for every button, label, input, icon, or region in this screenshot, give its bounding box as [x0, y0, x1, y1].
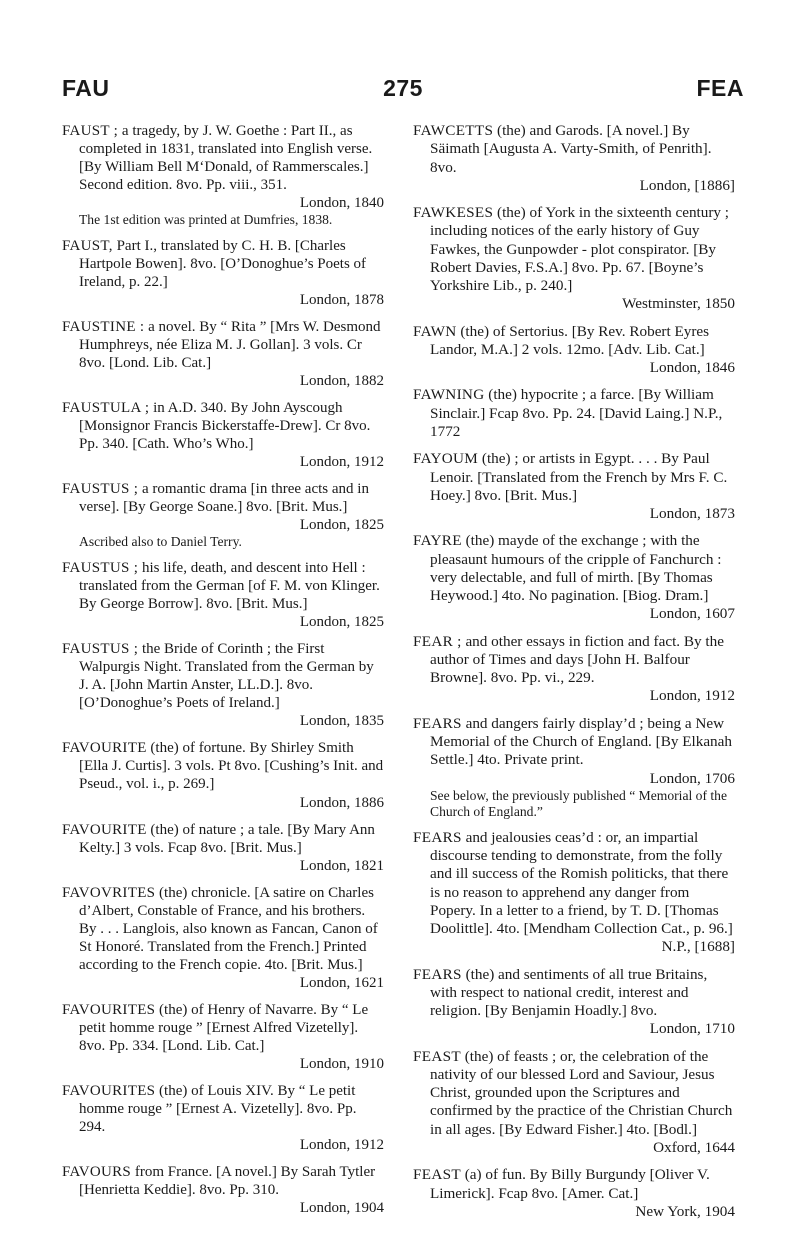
entry-description: (the) of nature ; a tale. [By Mary Ann Kelty.] 3 vols. Fcap 8vo. [Brit. Mus.] [79, 821, 375, 856]
entry-headword: FAUSTINE : [62, 319, 145, 336]
catalogue-entry [62, 884, 384, 992]
entry-imprint: London, 1825 [299, 614, 384, 631]
catalogue-entry [413, 966, 735, 1039]
entry-imprint: London, 1621 [299, 974, 384, 991]
entry-description: (the) of feasts ; or, the celebration of the nativity of our blessed Lord and Saviour, Jesus Christ, grounded upon the Scriptures and confirmed by the practice of the Christian Church in all ages. [By Edward Fisher.] 4to. [Bodl.] [430, 1047, 733, 1138]
entry-description: and other essays in fiction and fact. By the author of Times and days [John H. Balfour Browne]. 8vo. Pp. vi., 229. [430, 632, 724, 687]
entry-headword: FAUST ; [62, 123, 119, 139]
catalogue-entry [62, 559, 384, 631]
entry-description: his life, death, and descent into Hell : translated from the German [of F. M. von Klinger. By George Borrow]. 8vo. [Brit. Mus.] [79, 560, 380, 613]
entry-headword: FEAR ; [413, 632, 462, 650]
entry-headword: FEAST [413, 1047, 461, 1065]
entry-description: (the) chronicle. [A satire on Charles d’Albert, Constable of France, and his brothers. By . . . Langlois, also known as Fancan, Canon of St Honoré. Translated from the French.] Printed according to the French copie. 4to. [Brit. Mus.] [79, 884, 378, 973]
entry-imprint: London, 1846 [649, 359, 735, 377]
catalogue-entry [413, 386, 735, 441]
catalogue-entry [413, 1048, 735, 1158]
catalogue-entry [62, 237, 384, 309]
entry-headword: FAWNING [413, 386, 485, 404]
entry-description: (the) and Garods. [A novel.] By Säimath [Augusta A. Varty-Smith, of Penrith]. 8vo. [430, 122, 712, 176]
catalogue-entry [62, 480, 384, 550]
entry-headword: FAWN [413, 322, 457, 340]
entry-headword: FAUSTUS ; [62, 641, 139, 658]
entry-imprint: London, 1912 [299, 454, 384, 471]
entry-headword: FAYRE [413, 532, 462, 550]
entry-description: and jealousies ceas’d : or, an impartial discourse tending to demonstrate, from the folly and ill success of the Romish politicks, that there is no reason to apprehend any danger from Popery. In a letter to a friend, by T. D. [Thomas Doolittle]. 4to. [Mendham Collection Cat., p. 96.] [430, 828, 733, 938]
entry-imprint: London, 1835 [299, 713, 384, 730]
entry-headword: FAVOURITES [62, 1082, 156, 1099]
entry-headword: FAVOURITES [62, 1001, 156, 1018]
catalogue-entry [62, 318, 384, 390]
left-column [62, 122, 384, 1226]
catalogue-entry [62, 1082, 384, 1154]
page-number: 275 [383, 75, 423, 101]
entry-imprint: London, 1825 [299, 517, 384, 534]
entry-headword: FAVOURITE [62, 821, 147, 838]
catalogue-entry [62, 640, 384, 730]
entry-description: in A.D. 340. By John Ayscough [Monsignor Francis Bickerstaffe-Drew]. Cr 8vo. Pp. 340. [Cath. Who’s Who.] [79, 400, 371, 453]
catalogue-entry [62, 1001, 384, 1073]
header-last-word: FEA [696, 75, 744, 101]
entry-headword: FAWKESES [413, 204, 494, 222]
entry-description: a tragedy, by J. W. Goethe : Part II., as completed in 1831, translated into English verse. [By William Bell M‘Donald, of Rammerscales.] Second edition. 8vo. Pp. viii., 351. [79, 123, 373, 194]
entry-description: (the) mayde of the exchange ; with the pleasaunt humours of the cripple of Fanchurch : very delectable, and full of mirth. [By Thomas Heywood.] 4to. No pagination. [Biog. Dram.] [430, 532, 722, 605]
entry-imprint: London, [1886] [639, 176, 735, 194]
catalogue-entry [413, 715, 735, 820]
entry-description: from France. [A novel.] By Sarah Tytler [Henrietta Keddie]. 8vo. Pp. 310. [79, 1163, 376, 1198]
catalogue-entry [413, 1166, 735, 1221]
catalogue-entry [413, 122, 735, 195]
entry-imprint: London, 1910 [299, 1055, 384, 1072]
entry-headword: FAYOUM [413, 450, 479, 468]
catalogue-entry [62, 821, 384, 875]
catalogue-entry [62, 1163, 384, 1217]
entry-imprint: N.P., [1688] [661, 938, 735, 956]
entry-description: (the) of Sertorius. [By Rev. Robert Eyres Landor, M.A.] 2 vols. 12mo. [Adv. Lib. Cat.] [430, 322, 710, 358]
entry-headword: FAUSTUS ; [62, 560, 139, 577]
entry-imprint: London, 1904 [299, 1199, 384, 1216]
entry-description: the Bride of Corinth ; the First Walpurgis Night. Translated from the German by J. A. [John Martin Anster, LL.D.]. 8vo. [O’Donoghue’s Poets of Ireland.] [79, 641, 374, 712]
entry-note: The 1st edition was printed at Dumfries, 1838. [79, 212, 333, 228]
entry-imprint: London, 1706 [649, 769, 735, 787]
entry-description: Part I., translated by C. H. B. [Charles Hartpole Bowen]. 8vo. [O’Donoghue’s Poets of Ireland, p. 22.] [79, 238, 367, 291]
catalogue-entry [62, 399, 384, 471]
entry-headword: FAVOURS [62, 1163, 132, 1180]
entry-description: a novel. By “ Rita ” [Mrs W. Desmond Humphreys, née Eliza M. J. Gollan]. 3 vols. Cr 8vo. [Lond. Lib. Cat.] [79, 319, 381, 372]
entry-headword: FAVOVRITES [62, 884, 156, 901]
entry-imprint: London, 1878 [299, 292, 384, 309]
entry-imprint: London, 1840 [299, 195, 384, 212]
entry-imprint: Oxford, 1644 [653, 1139, 735, 1157]
entry-imprint: London, 1710 [649, 1020, 735, 1038]
entry-headword: FAVOURITE [62, 740, 147, 757]
catalogue-entry [413, 532, 735, 623]
entry-imprint: London, 1912 [649, 687, 735, 705]
entry-description: (the) and sentiments of all true Britains, with respect to national credit, interest and religion. [By Benjamin Hoadly.] 8vo. [430, 965, 708, 1020]
entry-headword: FAUSTULA ; [62, 400, 150, 417]
entry-description: (the) of Louis XIV. By “ Le petit homme rouge ” [Ernest A. Vizetelly]. 8vo. Pp. 294. [79, 1082, 357, 1135]
entry-description: (a) of fun. By Billy Burgundy [Oliver V. Limerick]. Fcap 8vo. [Amer. Cat.] [430, 1166, 710, 1202]
entry-imprint: Westminster, 1850 [622, 295, 735, 313]
entry-imprint: London, 1821 [299, 857, 384, 874]
entry-description: (the) of York in the sixteenth century ; including notices of the early history of Guy Fawkes, the Gunpowder - plot conspirator. [By Robert Davies, F.S.A.] 8vo. Pp. 67. [Boyne’s Yorkshire Lib., p. 240.] [430, 204, 730, 295]
entry-description: (the) of Henry of Navarre. By “ Le petit homme rouge ” [Ernest Alfred Vizetelly]. 8vo. Pp. 334. [Lond. Lib. Cat.] [79, 1001, 369, 1054]
entry-imprint: London, 1882 [299, 373, 384, 390]
entry-headword: FEARS [413, 828, 462, 846]
catalogue-entry [62, 739, 384, 811]
entry-note: Ascribed also to Daniel Terry. [79, 534, 242, 550]
catalogue-entry [62, 122, 384, 228]
entry-headword: FEAST [413, 1166, 461, 1184]
header-first-word: FAU [62, 75, 110, 101]
entry-note: See below, the previously published “ Memorial of the Church of England.” [430, 787, 727, 819]
catalogue-entry [413, 204, 735, 314]
entry-description: (the) of fortune. By Shirley Smith [Ella J. Curtis]. 3 vols. Pt 8vo. [Cushing’s Init. and Pseud., vol. i., p. 269.] [79, 740, 384, 793]
entry-imprint: London, 1886 [299, 794, 384, 811]
entry-imprint: New York, 1904 [635, 1202, 735, 1220]
entry-description: and dangers fairly display’d ; being a New Memorial of the Church of England. [By Elkanah Settle.] 4to. Private print. [430, 714, 732, 769]
entry-description: (the) ; or artists in Egypt. . . . By Paul Lenoir. [Translated from the French by Mrs F. C. Hoey.] 8vo. [Brit. Mus.] [430, 450, 728, 504]
catalogue-entry [413, 323, 735, 378]
catalogue-entry [413, 829, 735, 957]
running-header [62, 75, 744, 105]
entry-headword: FEARS [413, 965, 462, 983]
catalogue-entry [413, 633, 735, 706]
entry-description: (the) hypocrite ; a farce. [By William Sinclair.] Fcap 8vo. Pp. 24. [David Laing.] N.P., 1772 [430, 386, 723, 440]
entry-headword: FAUST, [62, 238, 113, 255]
entry-headword: FAWCETTS [413, 122, 494, 139]
entry-headword: FEARS [413, 714, 462, 732]
entry-imprint: London, 1912 [299, 1136, 384, 1153]
catalogue-entry [413, 450, 735, 523]
entry-headword: FAUSTUS ; [62, 481, 139, 498]
entry-imprint: London, 1607 [649, 605, 735, 623]
entry-description: a romantic drama [in three acts and in verse]. [By George Soane.] 8vo. [Brit. Mus.] [79, 481, 369, 516]
entry-imprint: London, 1873 [649, 505, 735, 523]
right-column [413, 122, 735, 1230]
